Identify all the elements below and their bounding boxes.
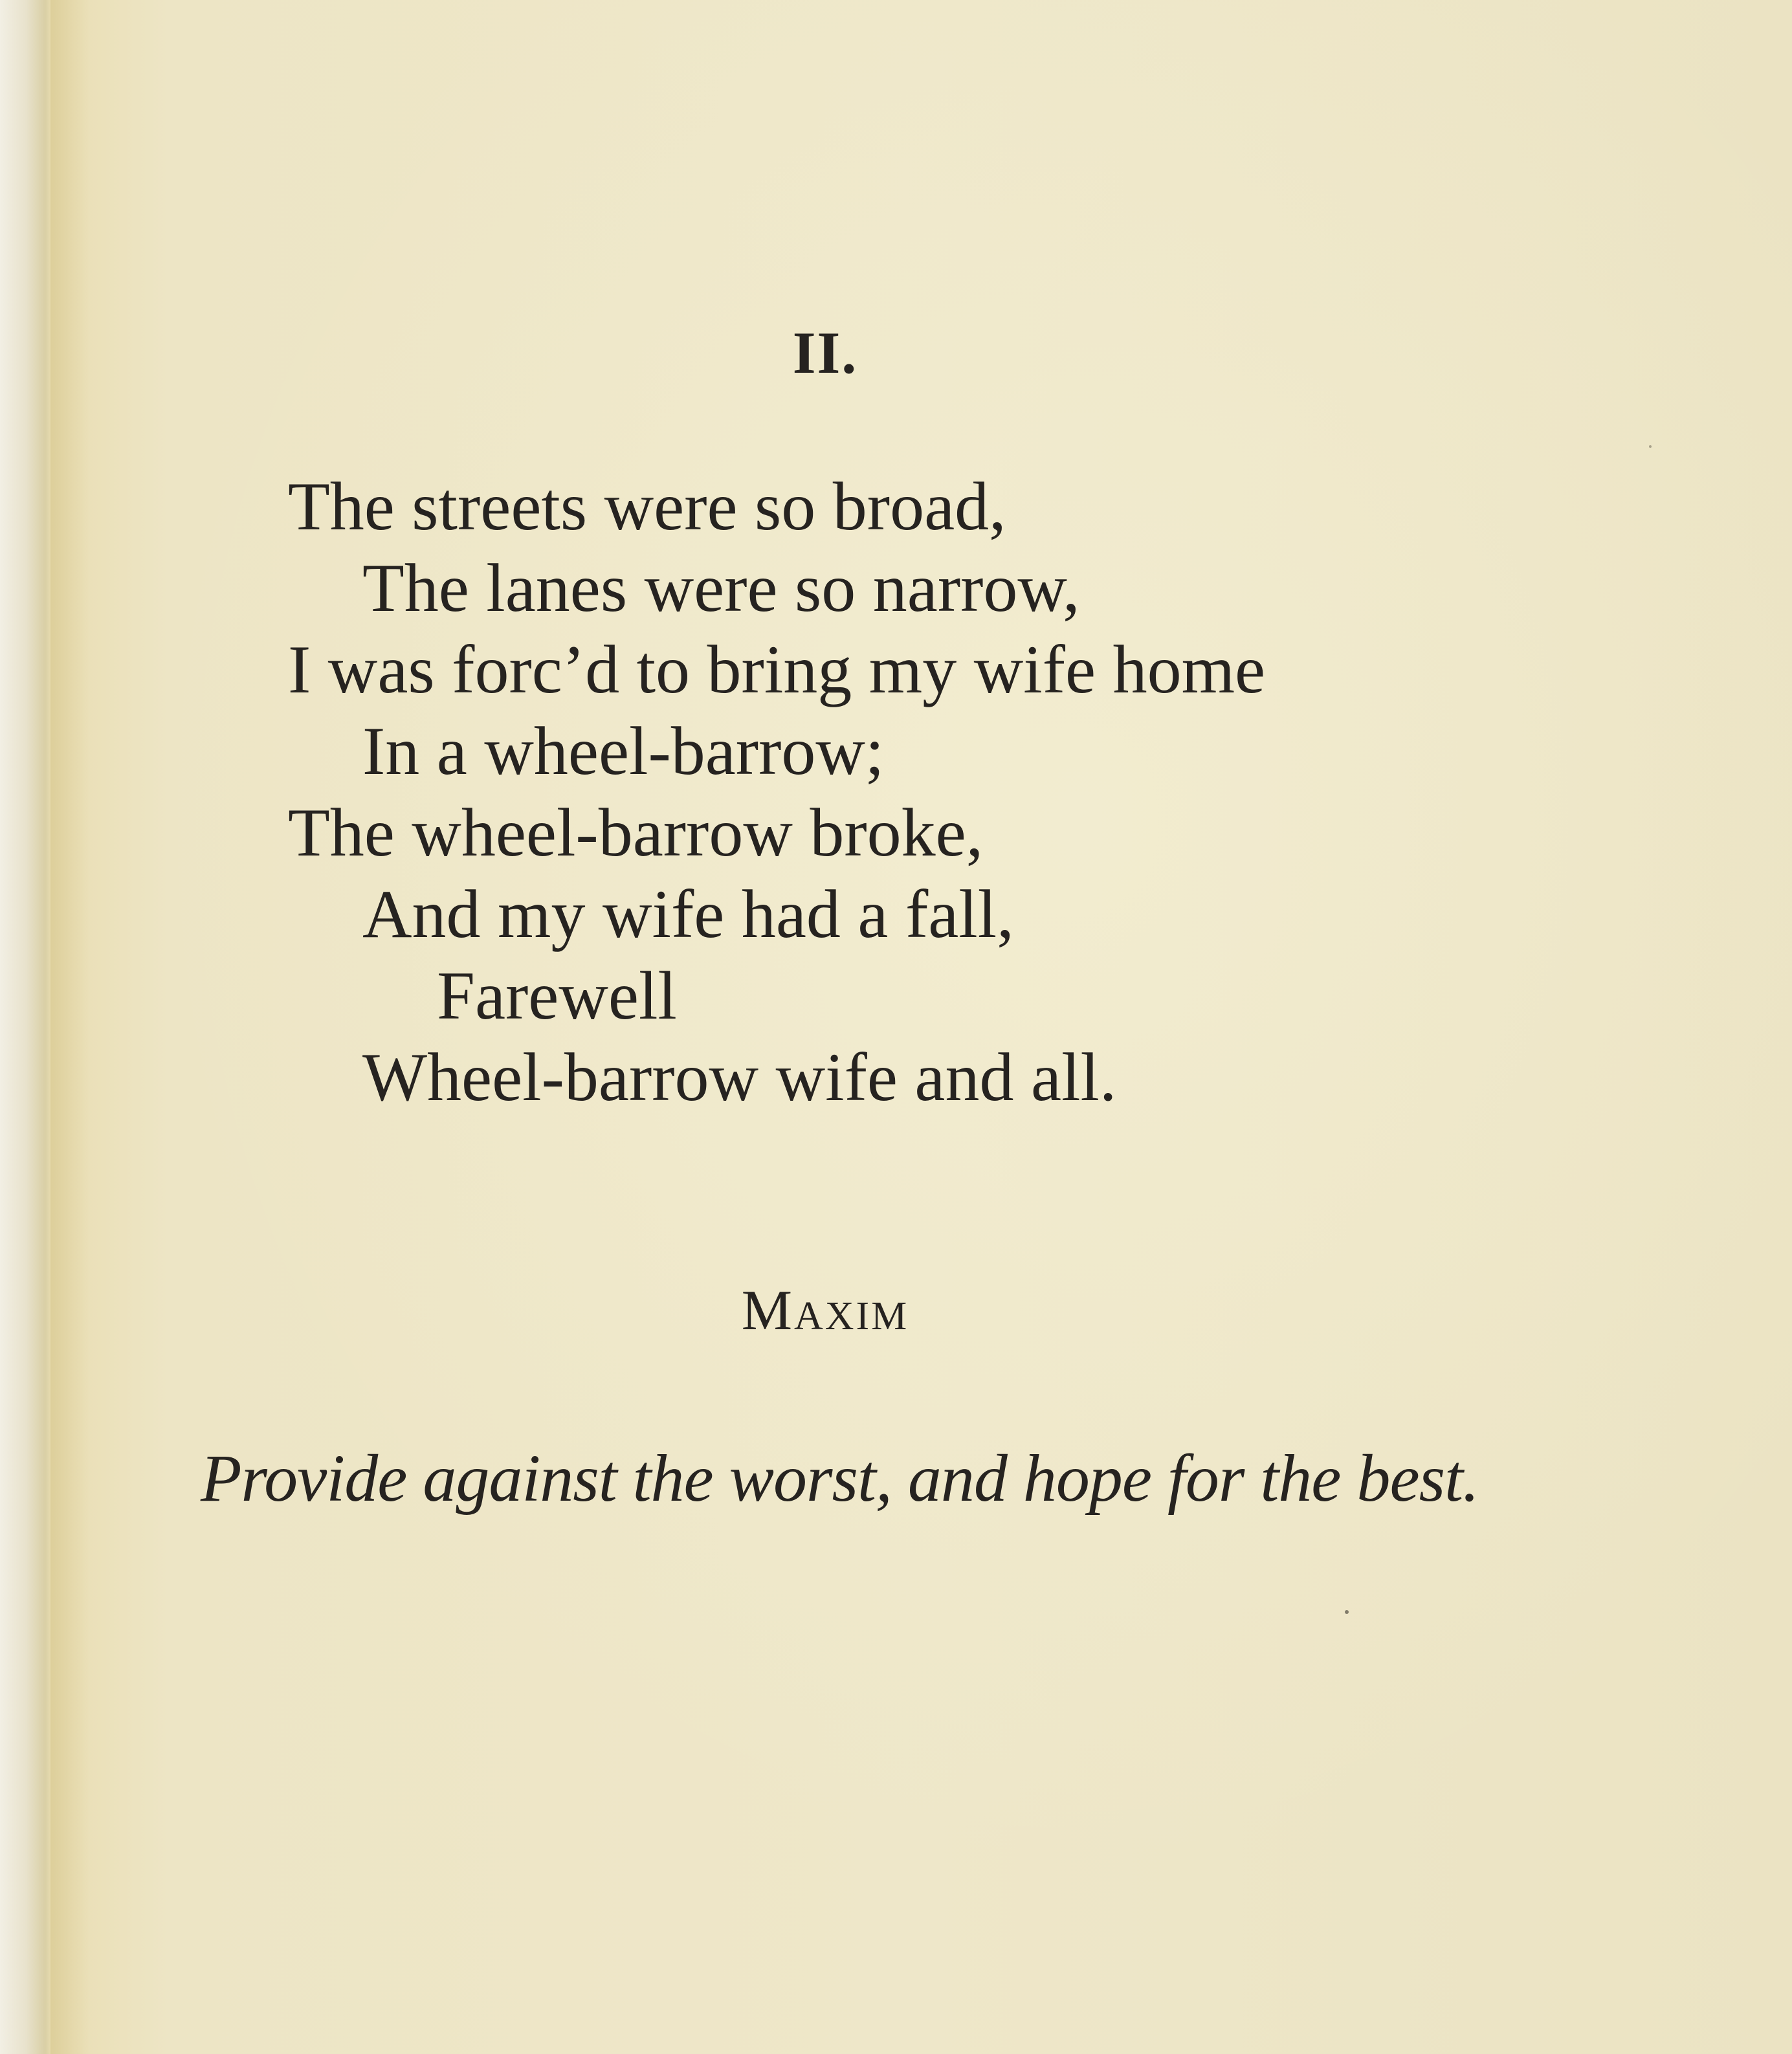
poem-line: And my wife had a fall, (362, 876, 1014, 952)
poem (288, 466, 1265, 1118)
poem-line: The streets were so broad, (288, 469, 1006, 544)
poem-line: In a wheel-barrow; (362, 713, 885, 789)
poem-line: Wheel-barrow wife and all. (362, 1039, 1117, 1115)
gutter-shadow (50, 0, 89, 2054)
poem-line: The lanes were so narrow, (362, 550, 1080, 626)
maxim-title: Maxim (741, 1279, 909, 1342)
poem-line: The wheel-barrow broke, (288, 795, 984, 870)
paper-speck (1649, 445, 1652, 448)
poem-line: Farewell (437, 958, 677, 1033)
book-gutter (0, 0, 50, 2054)
section-number-heading: II. (792, 320, 858, 386)
poem-line: I was forc’d to bring my wife home (288, 632, 1266, 707)
maxim-text: Provide against the worst, and hope for the best. (201, 1441, 1479, 1516)
paper-speck (1345, 1610, 1349, 1614)
